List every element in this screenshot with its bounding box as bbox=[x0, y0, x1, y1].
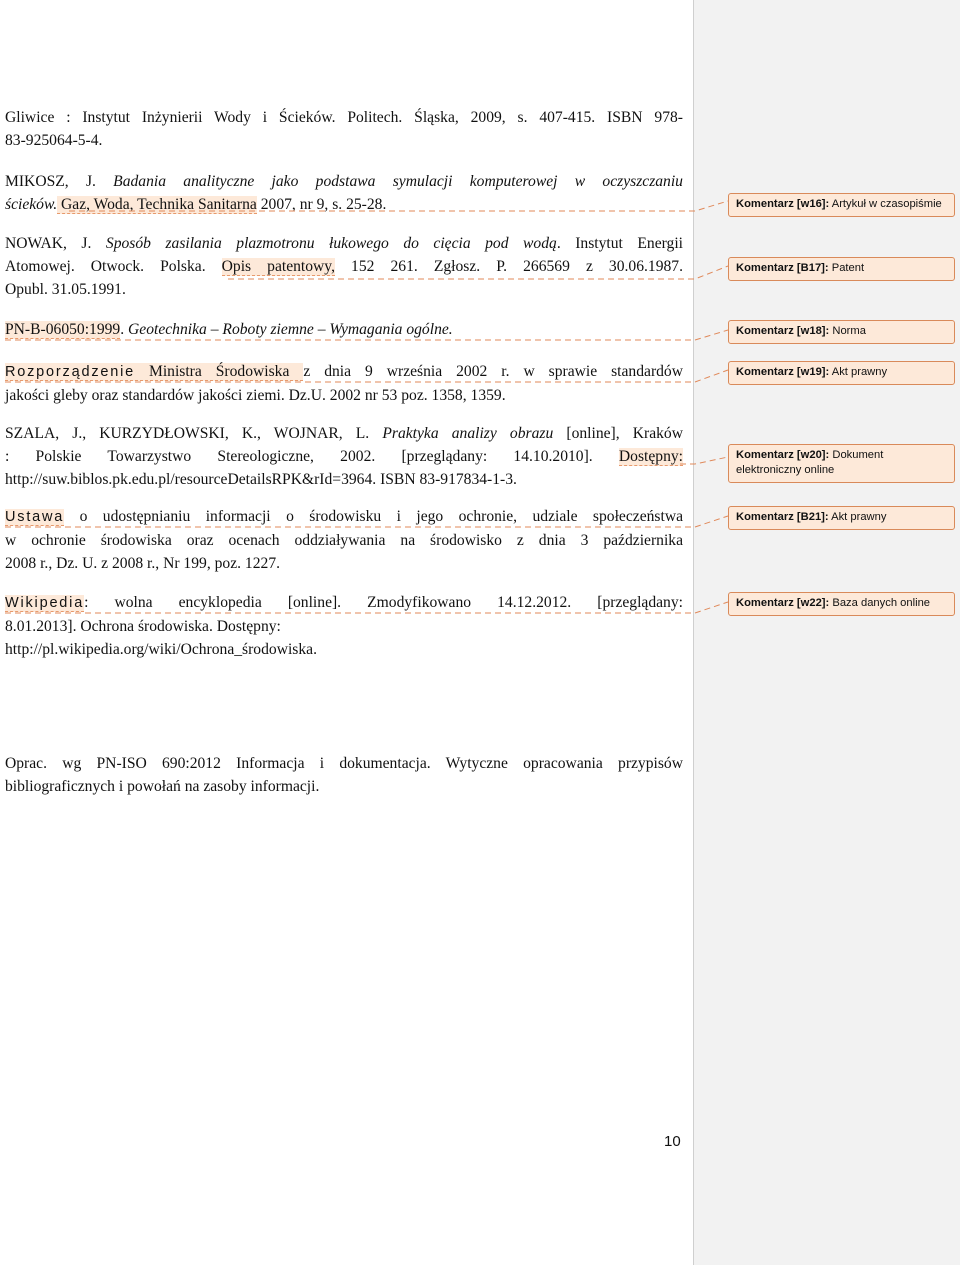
comment-w20[interactable] bbox=[728, 444, 955, 483]
reference-line: http://suw.biblos.pk.edu.pl/resourceDetailsRPK&rId=3964. ISBN 83-917834-1-3. bbox=[5, 471, 517, 488]
reference-line: PN-B-06050:1999. Geotechnika – Roboty ziemne – Wymagania ogólne. bbox=[5, 321, 453, 338]
reference-line: MIKOSZ, J. Badania analityczne jako podstawa symulacji komputerowej w oczyszczaniu bbox=[5, 173, 683, 190]
comment-b21[interactable] bbox=[728, 506, 955, 530]
connector-w18 bbox=[5, 330, 728, 340]
reference-line: : Polskie Towarzystwo Stereologiczne, 2002. [przeglądany: 14.10.2010]. Dostępny: bbox=[5, 448, 683, 465]
reference-title: Praktyka analizy obrazu bbox=[382, 425, 554, 442]
highlight-journal[interactable]: Gaz, Woda, Technika Sanitarna bbox=[57, 196, 257, 213]
comment-text: Patent bbox=[828, 262, 865, 274]
comment-label: Komentarz [w19]: bbox=[736, 366, 830, 378]
comment-w16[interactable] bbox=[728, 193, 955, 217]
comment-b17[interactable] bbox=[728, 257, 955, 281]
page-number: 10 bbox=[664, 1133, 681, 1150]
reference-title: Geotechnika – Roboty ziemne – Wymagania ogólne. bbox=[128, 321, 453, 338]
reference-line: http://pl.wikipedia.org/wiki/Ochrona_środowiska. bbox=[5, 641, 317, 658]
connector-w16 bbox=[69, 201, 728, 211]
reference-line: Ustawa o udostępnianiu informacji o środowisku i jego ochronie, udziale społeczeństwa bbox=[5, 508, 683, 525]
reference-line: ścieków. Gaz, Woda, Technika Sanitarna 2007, nr 9, s. 25-28. bbox=[5, 196, 387, 213]
reference-line: jakości gleby oraz standardów jakości ziemi. Dz.U. 2002 nr 53 poz. 1358, 1359. bbox=[5, 387, 506, 404]
connector-w19 bbox=[5, 370, 728, 382]
connector-w20 bbox=[680, 457, 728, 464]
highlight-act[interactable]: Ustawa bbox=[5, 509, 65, 525]
highlight-norm[interactable]: PN-B-06050:1999 bbox=[5, 321, 121, 338]
note-line: Oprac. wg PN-ISO 690:2012 Informacja i dokumentacja. Wytyczne opracowania przypisów bbox=[5, 755, 683, 772]
connector-b21 bbox=[5, 516, 728, 527]
comment-label: Komentarz [B17]: bbox=[736, 262, 829, 274]
comment-w18[interactable] bbox=[728, 320, 955, 344]
highlight-regulation[interactable]: Rozporządzenie bbox=[5, 364, 135, 380]
reference-line: 83-925064-5-4. bbox=[5, 132, 103, 149]
comment-text: Akt prawny bbox=[828, 511, 887, 523]
reference-line: SZALA, J., KURZYDŁOWSKI, K., WOJNAR, L. Praktyka analizy obrazu [online], Kraków bbox=[5, 425, 683, 442]
comment-label: Komentarz [w22]: bbox=[736, 597, 830, 609]
comment-label: Komentarz [B21]: bbox=[736, 511, 829, 523]
reference-line: Atomowej. Otwock. Polska. Opis patentowy, 152 261. Zgłosz. P. 266569 z 30.06.1987. bbox=[5, 258, 683, 275]
comment-text: Artykuł w czasopiśmie bbox=[829, 198, 942, 210]
reference-line: 8.01.2013]. Ochrona środowiska. Dostępny: bbox=[5, 618, 281, 635]
comment-label: Komentarz [w16]: bbox=[736, 198, 830, 210]
comment-w19[interactable] bbox=[728, 361, 955, 385]
highlight-online-doc[interactable]: Dostępny: bbox=[618, 448, 683, 465]
reference-title: ścieków. bbox=[5, 196, 58, 213]
comment-text: Norma bbox=[829, 325, 866, 337]
reference-title: Badania analityczne jako podstawa symulacji komputerowej w oczyszczaniu bbox=[113, 173, 683, 190]
reference-line: Opubl. 31.05.1991. bbox=[5, 281, 126, 298]
comment-text: Akt prawny bbox=[829, 366, 888, 378]
reference-line: Rozporządzenie Ministra Środowiska z dnia 9 września 2002 r. w sprawie standardów bbox=[5, 363, 683, 380]
comment-label: Komentarz [w20]: bbox=[736, 449, 830, 461]
connector-w22 bbox=[5, 602, 728, 613]
reference-line: 2008 r., Dz. U. z 2008 r., Nr 199, poz. 1227. bbox=[5, 555, 281, 572]
comment-text: Baza danych online bbox=[829, 597, 931, 609]
reference-line: Wikipedia: wolna encyklopedia [online]. Zmodyfikowano 14.12.2012. [przeglądany: bbox=[5, 594, 683, 611]
comment-text: Dokument elektroniczny online bbox=[736, 449, 884, 476]
reference-line: NOWAK, J. Sposób zasilania plazmotronu łukowego do cięcia pod wodą. Instytut Energii bbox=[5, 235, 683, 252]
comment-label: Komentarz [w18]: bbox=[736, 325, 830, 337]
reference-line: w ochronie środowiska oraz ocenach oddziaływania na środowisko z dnia 3 października bbox=[5, 532, 683, 549]
highlight-database[interactable]: Wikipedia bbox=[5, 595, 85, 611]
connector-b17 bbox=[228, 266, 728, 279]
note-line: bibliograficznych i powołań na zasoby informacji. bbox=[5, 778, 320, 795]
reference-title: Sposób zasilania plazmotronu łukowego do cięcia pod wodą bbox=[105, 235, 557, 252]
comment-w22[interactable] bbox=[728, 592, 955, 616]
highlight-patent[interactable]: Opis patentowy, bbox=[221, 258, 335, 275]
reference-line: Gliwice : Instytut Inżynierii Wody i Ścieków. Politech. Śląska, 2009, s. 407-415. ISBN 978- bbox=[5, 109, 683, 126]
